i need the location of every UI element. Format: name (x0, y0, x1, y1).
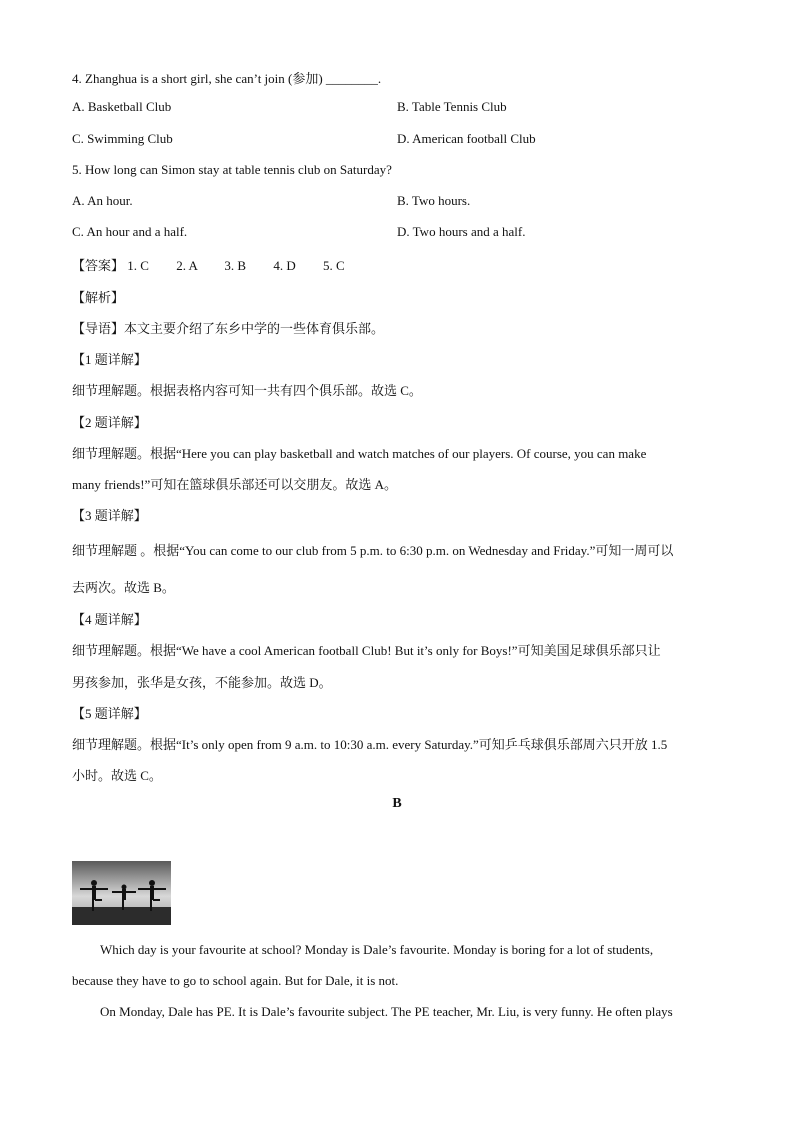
q5-option-c: C. An hour and a half. (72, 224, 188, 239)
detail-4-text-line1: 细节理解题。根据“We have a cool American football Club! But it’s only for Boys!”可知美国足球俱乐部只让 (72, 643, 661, 658)
answer-item: 2. A (176, 258, 198, 273)
answer-label: 【答案】 (72, 258, 125, 273)
detail-2-heading: 【2 题详解】 (72, 415, 147, 430)
detail-1-heading: 【1 题详解】 (72, 352, 147, 367)
q5-question: 5. How long can Simon stay at table tennis club on Saturday? (72, 162, 392, 177)
q4-question: 4. Zhanghua is a short girl, she can’t join (参加) ________. (72, 71, 382, 86)
detail-5-text-line1: 细节理解题。根据“It’s only open from 9 a.m. to 10:30 a.m. every Saturday.”可知乒乓球俱乐部周六只开放 1.5 (72, 737, 668, 752)
detail-4-text-line2: 男孩参加，张华是女孩，不能参加。故选 D。 (72, 675, 332, 690)
answer-item: 5. C (322, 258, 345, 273)
q5-option-d: D. Two hours and a half. (397, 224, 526, 239)
answer-item: 4. D (273, 258, 296, 273)
detail-2-text-line1: 细节理解题。根据“Here you can play basketball and watch matches of our players. Of course, you can make (72, 446, 647, 461)
detail-1-text: 细节理解题。根据表格内容可知一共有四个俱乐部。故选 C。 (72, 383, 422, 398)
analysis-label: 【解析】 (72, 290, 125, 305)
passage-b-p1-line2: because they have to go to school again. But for Dale, it is not. (72, 973, 399, 988)
detail-3-text-line2: 去两次。故选 B。 (72, 580, 175, 595)
detail-5-heading: 【5 题详解】 (72, 706, 147, 721)
answer-item: 3. B (224, 258, 247, 273)
detail-3-heading: 【3 题详解】 (72, 508, 147, 523)
q4-option-b: B. Table Tennis Club (397, 99, 507, 114)
analysis-intro: 【导语】本文主要介绍了东乡中学的一些体育俱乐部。 (72, 321, 385, 336)
passage-b-p1-line1: Which day is your favourite at school? Monday is Dale’s favourite. Monday is boring for a lot of students, (100, 942, 654, 957)
q5-option-b: B. Two hours. (397, 193, 471, 208)
q4-option-c: C. Swimming Club (72, 131, 173, 146)
detail-5-text-line2: 小时。故选 C。 (72, 768, 162, 783)
q4-option-d: D. American football Club (397, 131, 536, 146)
detail-2-text-line2: many friends!”可知在篮球俱乐部还可以交朋友。故选 A。 (72, 477, 397, 492)
detail-3-text-line1: 细节理解题 。根据“You can come to our club from 5 p.m. to 6:30 p.m. on Wednesday and Friday.”可知一周可以 (72, 543, 674, 558)
answer-item: 1. C (127, 258, 149, 273)
section-b-title: B (392, 796, 402, 811)
passage-b-p2-line1: On Monday, Dale has PE. It is Dale’s favourite subject. The PE teacher, Mr. Liu, is very funny. He often plays (100, 1004, 673, 1019)
answer-line (72, 255, 345, 274)
q5-option-a: A. An hour. (72, 193, 133, 208)
photo-graphic (72, 861, 171, 925)
silhouette-photo (72, 861, 171, 925)
q4-option-a: A. Basketball Club (72, 99, 172, 114)
detail-4-heading: 【4 题详解】 (72, 612, 147, 627)
